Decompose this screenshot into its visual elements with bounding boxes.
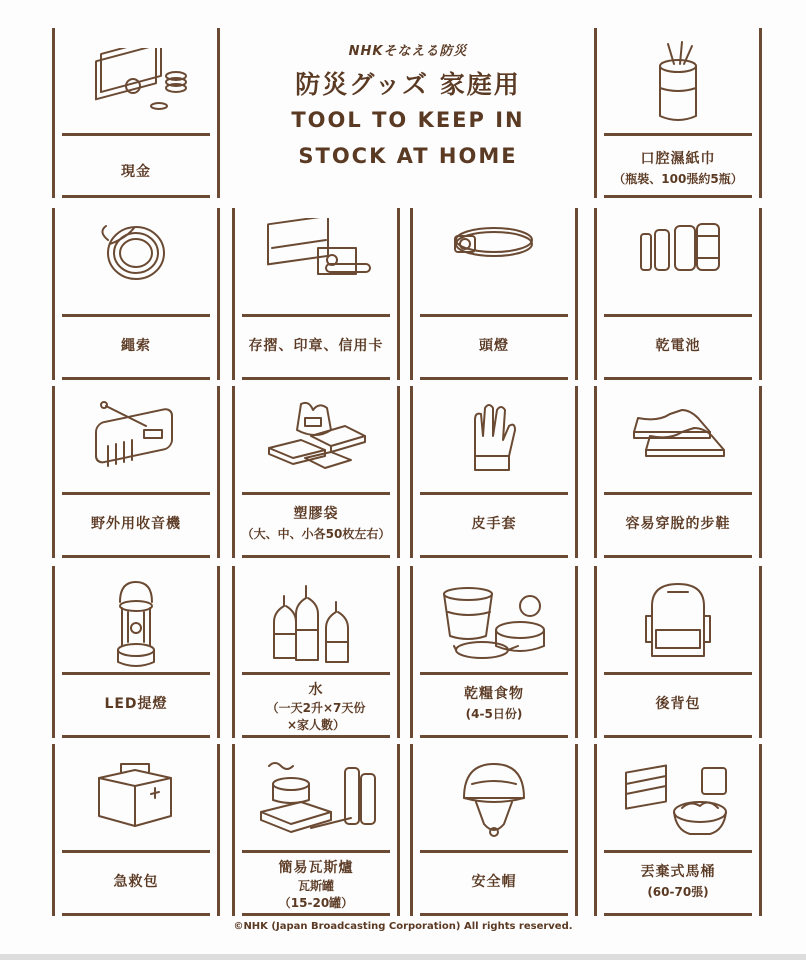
item-cell [52, 386, 220, 558]
frame-line [62, 377, 210, 380]
frame-line [604, 850, 752, 853]
item-label: 乾電池 [655, 338, 701, 354]
gas-stove-icon [232, 754, 400, 844]
frame-line [62, 672, 210, 675]
frame-line [604, 377, 752, 380]
bottom-bar [0, 954, 806, 960]
frame-line [420, 850, 568, 853]
title-english-line-2: STOCK AT HOME [298, 144, 518, 168]
frame-line [604, 735, 752, 738]
item-label: 容易穿脫的步鞋 [625, 516, 731, 532]
item-cell [594, 208, 762, 380]
item-label: 口腔濕紙巾 [640, 151, 716, 167]
copyright-notice: ©NHK (Japan Broadcasting Corporation) All rights reserved. [233, 921, 573, 932]
item-cell [232, 744, 400, 916]
frame-line [420, 492, 568, 495]
item-sublabel: （一天2升×7天份 [266, 701, 366, 715]
rope-icon [52, 218, 220, 288]
gloves-icon [410, 396, 578, 476]
radio-icon [52, 396, 220, 476]
headlamp-icon [410, 218, 578, 268]
item-label: 現金 [121, 164, 151, 180]
frame-line [604, 555, 752, 558]
item-sublabel: 瓦斯罐 [297, 879, 334, 893]
title-english-line-1: TOOL TO KEEP IN [291, 108, 525, 132]
item-label: 皮手套 [471, 516, 517, 532]
frame-line [62, 555, 210, 558]
water-bottle-icon [232, 576, 400, 666]
frame-line [62, 314, 210, 317]
lantern-icon [52, 576, 220, 672]
item-label: 乾糧食物 [464, 686, 524, 702]
item-cell [232, 566, 400, 738]
food-icon [410, 576, 578, 666]
item-sublabel: (60-70張) [647, 885, 709, 899]
item-label: 丟棄式馬桶 [640, 864, 716, 880]
item-sublabel: (4-5日份) [465, 707, 523, 721]
item-label: 水 [308, 682, 324, 698]
frame-line [242, 672, 390, 675]
frame-line [604, 492, 752, 495]
item-cell [410, 744, 578, 916]
wet-wipes-icon [594, 38, 762, 126]
frame-line [62, 195, 210, 198]
item-cell [594, 386, 762, 558]
battery-icon [594, 218, 762, 278]
item-label: 繩索 [121, 338, 151, 354]
item-label: 頭燈 [479, 338, 509, 354]
frame-line [62, 133, 210, 136]
item-cell [410, 566, 578, 738]
item-cell [52, 744, 220, 916]
item-sublabel: （大、中、小各50枚左右） [241, 527, 391, 541]
frame-line [62, 913, 210, 916]
frame-line [242, 555, 390, 558]
frame-line [420, 314, 568, 317]
frame-line [604, 314, 752, 317]
item-cell [232, 208, 400, 380]
helmet-icon [410, 754, 578, 844]
item-label: 存摺、印章、信用卡 [248, 338, 384, 354]
item-cell [594, 744, 762, 916]
item-cell-wet-wipes [594, 28, 762, 198]
item-cell [410, 208, 578, 380]
frame-line [604, 195, 752, 198]
frame-line [242, 735, 390, 738]
item-label: 塑膠袋 [293, 506, 339, 522]
first-aid-kit-icon [52, 754, 220, 834]
item-cell [594, 566, 762, 738]
cards-icon [232, 218, 400, 288]
poster-header [232, 28, 584, 198]
frame-line [242, 314, 390, 317]
item-label: 簡易瓦斯爐 [278, 860, 354, 876]
item-cell [52, 566, 220, 738]
item-sublabel: （瓶裝、100張約5瓶） [613, 172, 743, 186]
plastic-bag-icon [232, 396, 400, 476]
backpack-icon [594, 576, 762, 666]
frame-line [420, 555, 568, 558]
frame-line [242, 377, 390, 380]
frame-line [420, 913, 568, 916]
frame-line [604, 133, 752, 136]
cash-icon [52, 48, 220, 118]
brand-logo-text: NHKそなえる防災 [348, 44, 468, 59]
item-cell [410, 386, 578, 558]
item-cell [232, 386, 400, 558]
item-label: 後背包 [655, 696, 701, 712]
frame-line [242, 913, 390, 916]
frame-line [420, 377, 568, 380]
frame-line [242, 492, 390, 495]
item-label: 野外用收音機 [91, 516, 181, 532]
toilet-icon [594, 754, 762, 844]
title-japanese: 防災グッズ 家庭用 [295, 70, 521, 99]
frame-line [62, 850, 210, 853]
frame-line [604, 672, 752, 675]
item-label: LED提燈 [104, 696, 168, 712]
frame-line [420, 672, 568, 675]
item-cell [52, 208, 220, 380]
item-label: 安全帽 [471, 874, 517, 890]
frame-line [62, 492, 210, 495]
item-sublabel: （15-20罐） [278, 896, 354, 910]
item-cell-cash [52, 28, 220, 198]
item-sublabel: ×家人數） [286, 718, 346, 732]
frame-line [62, 735, 210, 738]
shoes-icon [594, 396, 762, 466]
frame-line [420, 735, 568, 738]
item-label: 急救包 [113, 874, 159, 890]
frame-line [604, 913, 752, 916]
frame-line [242, 850, 390, 853]
